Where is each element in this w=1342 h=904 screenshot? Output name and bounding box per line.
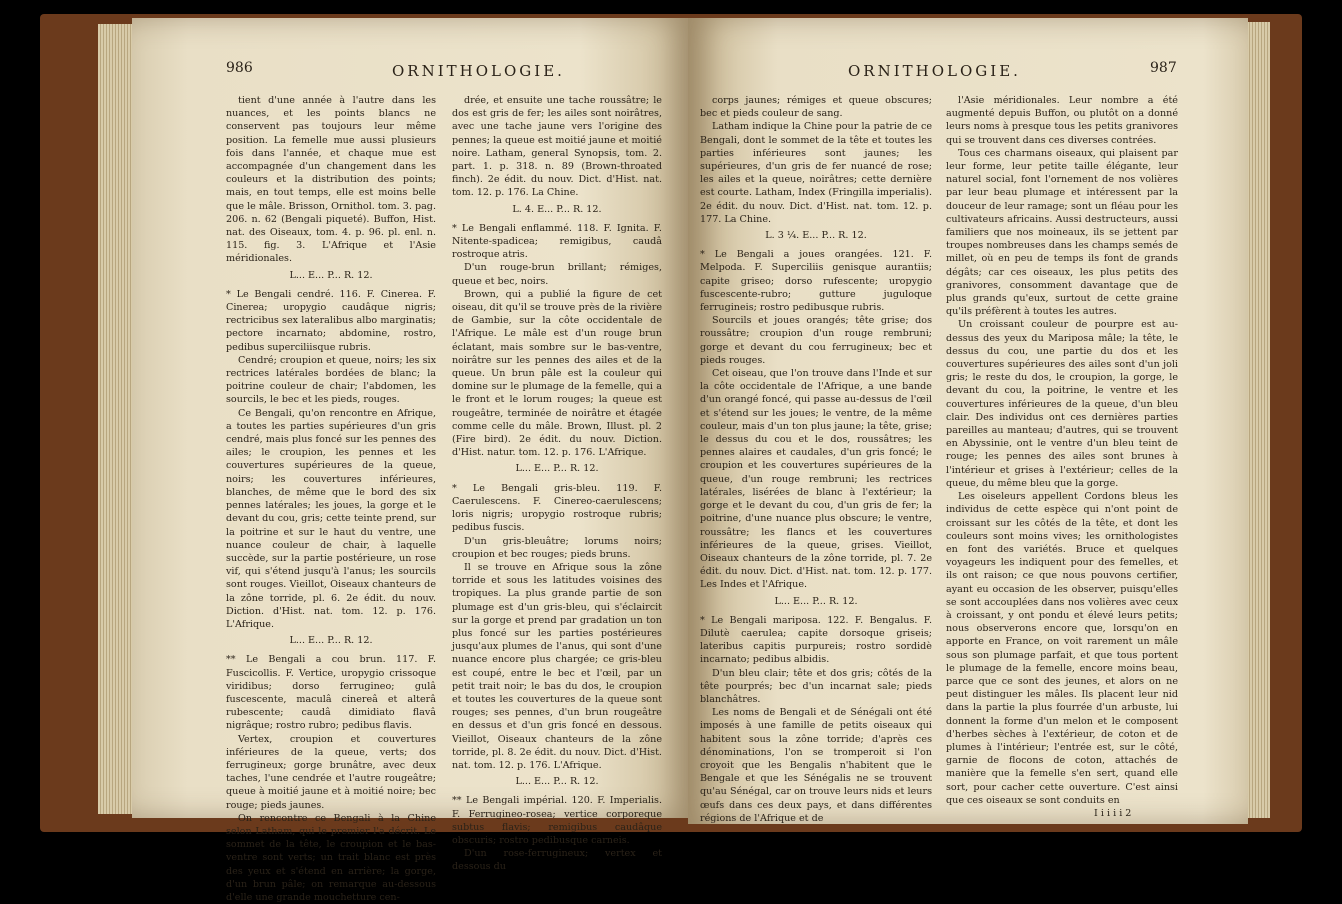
paragraph: Les oiseleurs appellent Cordons bleus les individus de cette espèce qui n'ont point de croissant sur les côtés de la tête, et dont les couleurs sont moins vives; les ornithologistes en font des variétés. Bruce et quelques voyageurs les indiquent pour des femelles, et ils ont raison; ce que nous pouvons certifier, ayant eu occasion de les observer, puisqu'elles se sont accouplées dans nos volières avec ceux à croissant, y ont pondu et élevé leurs petits; nous observerons encore que, lorsqu'on en apporte en France, on voit rarement un mâle sous son plumage parfait, et que tous portent le plumage de la femelle, encore moins beau, parce que ce sont des jeunes, et alors on ne peut distinguer les mâles. Ils placent leur nid dans la partie la plus fourrée d'un arbuste, lui donnent la forme d'un melon et le composent d'herbes sèches à l'extérieur, de coton et de plumes à l'intérieur; l'entrée est, sur le côté, garnie de flocons de coton, attachés de manière que la femelle s'en sert, quand elle sort, pour cacher cette ouverture. C'est ainsi que ces oiseaux se sont conduits en [946, 491, 1178, 806]
measurement-line: L... E... P... R. 12. [515, 463, 599, 475]
species-entry-heading: * Le Bengali gris-bleu. 119. F. Caerulescens. F. Cinereo-caerulescens; loris nigris; uropygio rostroque rubris; pedibus fuscis. [452, 482, 662, 534]
measurement-line: L. 4. E... P... R. 12. [512, 203, 602, 215]
species-entry-heading: * Le Bengali cendré. 116. F. Cinerea. F. Cinerea; uropygio caudâque nigris; rectricibus sex lateralibus albo marginatis; pectore incarnato; abdomine, rostro, pedibus superciliisque rubris. [226, 288, 436, 353]
paragraph: l'Asie méridionales. Leur nombre a été augmenté depuis Buffon, ou plutôt on a donné leurs noms à presque tous les petits granivores qui se trouvent dans ces diverses contrées. [946, 95, 1178, 146]
signature-mark: I i i i i 2 [1094, 808, 1132, 819]
paragraph: Tous ces charmans oiseaux, qui plaisent par leur forme, leur petite taille élégante, leur naturel social, font l'ornement de nos volières par leur beau plumage et intéressent par la douceur de leur ramage; sont un fléau pour les cultivateurs africains. Aussi destructeurs, aussi familiers que nos moineaux, ils se jettent par troupes nombreuses dans les champs semés de millet, où en peu de temps ils font de grands dégâts; car ces oiseaux, les plus petits des granivores, consomment davantage que de plus grands qu'eux, surtout de cette graine qu'ils préfèrent à toutes les autres. [946, 147, 1178, 318]
paragraph: corps jaunes; rémiges et queue obscures; bec et pieds couleur de sang. [700, 95, 932, 120]
paragraph: D'un rouge-brun brillant; rémiges, queue et bec, noirs. [452, 262, 662, 287]
measurement-line: L. 3 ¼. E... P... R. 12. [765, 230, 867, 242]
page-edges-left [98, 24, 134, 814]
paragraph: On rencontre ce Bengali à la Chine selon Latham, qui le premier l'a décrit. Le sommet de la tête, le croupion et le bas-ventre sont verts; un trait blanc est près des yeux et s'étend en arrière; la gorge, d'un brun pâle; on remarque au-dessous d'elle une grande mouchetture cen- [226, 812, 436, 903]
measurement-line: L... E... P... R. 12. [289, 269, 373, 281]
paragraph: Un croissant couleur de pourpre est au-dessus des yeux du Mariposa mâle; la tête, le dessus du cou, une partie du dos et les couvertures supérieures des ailes sont d'un joli gris; le reste du dos, le croupion, la gorge, le devant du cou, la poitrine, le ventre et les couvertures inférieures de la queue, d'un bleu clair. Des individus ont ces dernières parties pareilles au manteau; d'autres, qui se trouvent en Abyssinie, ont le ventre d'un bleu teint de rouge; les pennes des ailes sont brunes à l'intérieur et grises à l'extérieur; celles de la queue, du même bleu que la gorge. [946, 319, 1178, 489]
paragraph: Il se trouve en Afrique sous la zône torride et sous les latitudes voisines des tropiques. La plus grande partie de son plumage est d'un gris-bleu, qui s'éclaircit sur la gorge et prend par gradation un ton plus foncé sur les parties postérieures jusqu'aux plumes de l'anus, qui sont d'une nuance encore plus chargée; ce gris-bleu est coupé, entre le bec et l'œil, par un petit trait noir; le bas du dos, le croupion et toutes les couvertures de la queue sont rouges; ses pennes, d'un brun rougeâtre en dessus et d'un gris foncé en dessous. Vieillot, Oiseaux chanteurs de la zône torride, pl. 8. 2e édit. du nouv. Dict. d'Hist. nat. tom. 12. p. 176. L'Afrique. [452, 561, 662, 771]
species-entry-heading: * Le Bengali mariposa. 122. F. Bengalus. F. Dilutè caerulea; capite dorsoque griseis; lateribus capitis purpureis; rostro sordidè incarnato; pedibus albidis. [700, 614, 932, 666]
paragraph: Cendré; croupion et queue, noirs; les six rectrices latérales bordées de blanc; la poitrine couleur de chair; l'abdomen, les sourcils, le bec et les pieds, rouges. [226, 354, 436, 406]
paragraph: drée, et ensuite une tache roussâtre; le dos est gris de fer; les ailes sont noirâtres, avec une tache jaune vers l'origine des pennes; la queue est moitié jaune et moitié noire. Latham, general Synopsis, tom. 2. part. 1. p. 318. n. 89 (Brown-throated finch). 2e édit. du nouv. Dict. d'Hist. nat. tom. 12. p. 176. La Chine. [452, 95, 662, 199]
paragraph: Brown, qui a publié la figure de cet oiseau, dit qu'il se trouve près de la rivière de Gambie, sur la côte occidentale de l'Afrique. Le mâle est d'un rouge brun éclatant, mais sombre sur le bas-ventre, noirâtre sur les pennes des ailes et de la queue. Un brun pâle est la couleur qui domine sur le plumage de la femelle, qui a le front et le lorum rouges; la queue est rougeâtre, terminée de noirâtre et étagée comme celle du mâle. Brown, Illust. pl. 2 (Fire bird). 2e édit. du nouv. Diction. d'Hist. natur. tom. 12. p. 176. L'Afrique. [452, 288, 662, 459]
left-page-number: 986 [226, 60, 253, 76]
species-entry-heading: ** Le Bengali a cou brun. 117. F. Fuscicollis. F. Vertice, uropygio crissoque viridibus; dorso ferrugineo; gulâ fuscescente, maculâ cinereâ et alterâ rubescente; caudâ dimidiato flavâ nigrâque; rostro rubro; pedibus flavis. [226, 654, 436, 732]
left-page-column-2 [452, 94, 662, 873]
left-page-column-1 [226, 94, 436, 903]
right-page-number: 987 [1150, 60, 1177, 76]
paragraph: D'un rose-ferrugineux; vertex et dessous du [452, 848, 662, 873]
paragraph: Cet oiseau, que l'on trouve dans l'Inde et sur la côte occidentale de l'Afrique, a une bande d'un orangé foncé, qui passe au-dessus de l'œil et s'étend sur les joues; le ventre, de la même couleur, mais d'un ton plus jaune; la tête, grise; le dessus du cou et le dos, roussâtres; les pennes alaires et caudales, d'un gris foncé; le croupion et les couvertures supérieures de la queue, d'un rouge rembruni; les rectrices latérales, lisérées de blanc à l'extérieur; la gorge et le devant du cou, d'un gris de fer; la poitrine, d'une nuance plus obscure; le ventre, roussâtre; les flancs et les couvertures inférieures de la queue, grises. Vieillot, Oiseaux chanteurs de la zône torride, pl. 7. 2e édit. du nouv. Dict. d'Hist. nat. tom. 12. p. 177. Les Indes et l'Afrique. [700, 368, 932, 591]
paragraph: D'un gris-bleuâtre; lorums noirs; croupion et bec rouges; pieds bruns. [452, 535, 662, 560]
paragraph: D'un bleu clair; tête et dos gris; côtés de la tête pourprés; bec d'un incarnat sale; pieds blanchâtres. [700, 667, 932, 705]
right-page-header: ORNITHOLOGIE. [848, 62, 1021, 80]
right-page-column-2 [946, 94, 1178, 806]
measurement-line: L... E... P... R. 12. [515, 776, 599, 788]
paragraph: tient d'une année à l'autre dans les nuances, et les points blancs ne conservent pas toujours leur même position. La femelle mue aussi plusieurs fois dans l'année, et chaque mue est accompagnée d'un changement dans les couleurs et la distribution des points; mais, en tout temps, elle est moins belle que le mâle. Brisson, Ornithol. tom. 3. pag. 206. n. 62 (Bengali piqueté). Buffon, Hist. nat. des Oiseaux, tom. 4. p. 96. pl. enl. n. 115. fig. 3. L'Afrique et l'Asie méridionales. [226, 95, 436, 265]
species-entry-heading: * Le Bengali enflammé. 118. F. Ignita. F. Nitente-spadicea; remigibus, caudâ rostroque atris. [452, 222, 662, 261]
paragraph: Les noms de Bengali et de Sénégali ont été imposés à une famille de petits oiseaux qui habitent sous la zône torride; d'après ces dénominations, l'on se tromperoit si l'on croyoit que les Bengalis n'habitent que le Bengale et que les Sénégalis ne se trouvent qu'au Sénégal, car on trouve leurs nids et leurs œufs dans ces deux pays, et dans différentes régions de l'Afrique et de [700, 707, 932, 824]
paragraph: Sourcils et joues orangés; tête grise; dos roussâtre; croupion d'un rouge rembruni; gorge et devant du cou ferrugineux; bec et pieds rouges. [700, 315, 932, 366]
species-entry-heading: * Le Bengali a joues orangées. 121. F. Melpoda. F. Superciliis genisque aurantiis; capite griseo; dorso rufescente; uropygio fuscescente-rubro; gutture juguloque ferrugineis; rostro pedibusque rubris. [700, 249, 932, 314]
species-entry-heading: ** Le Bengali impérial. 120. F. Imperialis. F. Ferrugineo-rosea; vertice corporeque subtus flavis; remigibus caudâque obscuris; rostro pedibusque carneis. [452, 795, 662, 846]
measurement-line: L... E... P... R. 12. [774, 595, 858, 607]
paragraph: Vertex, croupion et couvertures inférieures de la queue, verts; dos ferrugineux; gorge brunâtre, avec deux taches, l'une cendrée et l'autre rougeâtre; queue à moitié jaune et à moitié noire; bec rouge; pieds jaunes. [226, 733, 436, 811]
paragraph: Latham indique la Chine pour la patrie de ce Bengali, dont le sommet de la tête et toutes les parties inférieures sont jaunes; les supérieures, d'un gris de fer nuancé de rose; les ailes et la queue, noirâtres; cette dernière est courte. Latham, Index (Fringilla imperialis). 2e édit. du nouv. Dict. d'Hist. nat. tom. 12. p. 177. La Chine. [700, 121, 932, 225]
left-page-header: ORNITHOLOGIE. [392, 62, 565, 80]
paragraph: Ce Bengali, qu'on rencontre en Afrique, a toutes les parties supérieures d'un gris cendré, mais plus foncé sur les pennes des ailes; le croupion, les pennes et les couvertures supérieures de la queue, noirs; les couvertures inférieures, blanches, de même que le bord des six pennes latérales; les joues, la gorge et le devant du cou, gris; cette teinte prend, sur la poitrine et sur le haut du ventre, une nuance couleur de chair, à laquelle succède, sur la partie postérieure, un rose vif, qui s'étend jusqu'à l'anus; les sourcils sont rouges. Vieillot, Oiseaux chanteurs de la zône torride, pl. 6. 2e édit. du nouv. Diction. d'Hist. nat. tom. 12. p. 176. L'Afrique. [226, 407, 436, 630]
right-page-column-1 [700, 94, 932, 824]
measurement-line: L... E... P... R. 12. [289, 635, 373, 647]
